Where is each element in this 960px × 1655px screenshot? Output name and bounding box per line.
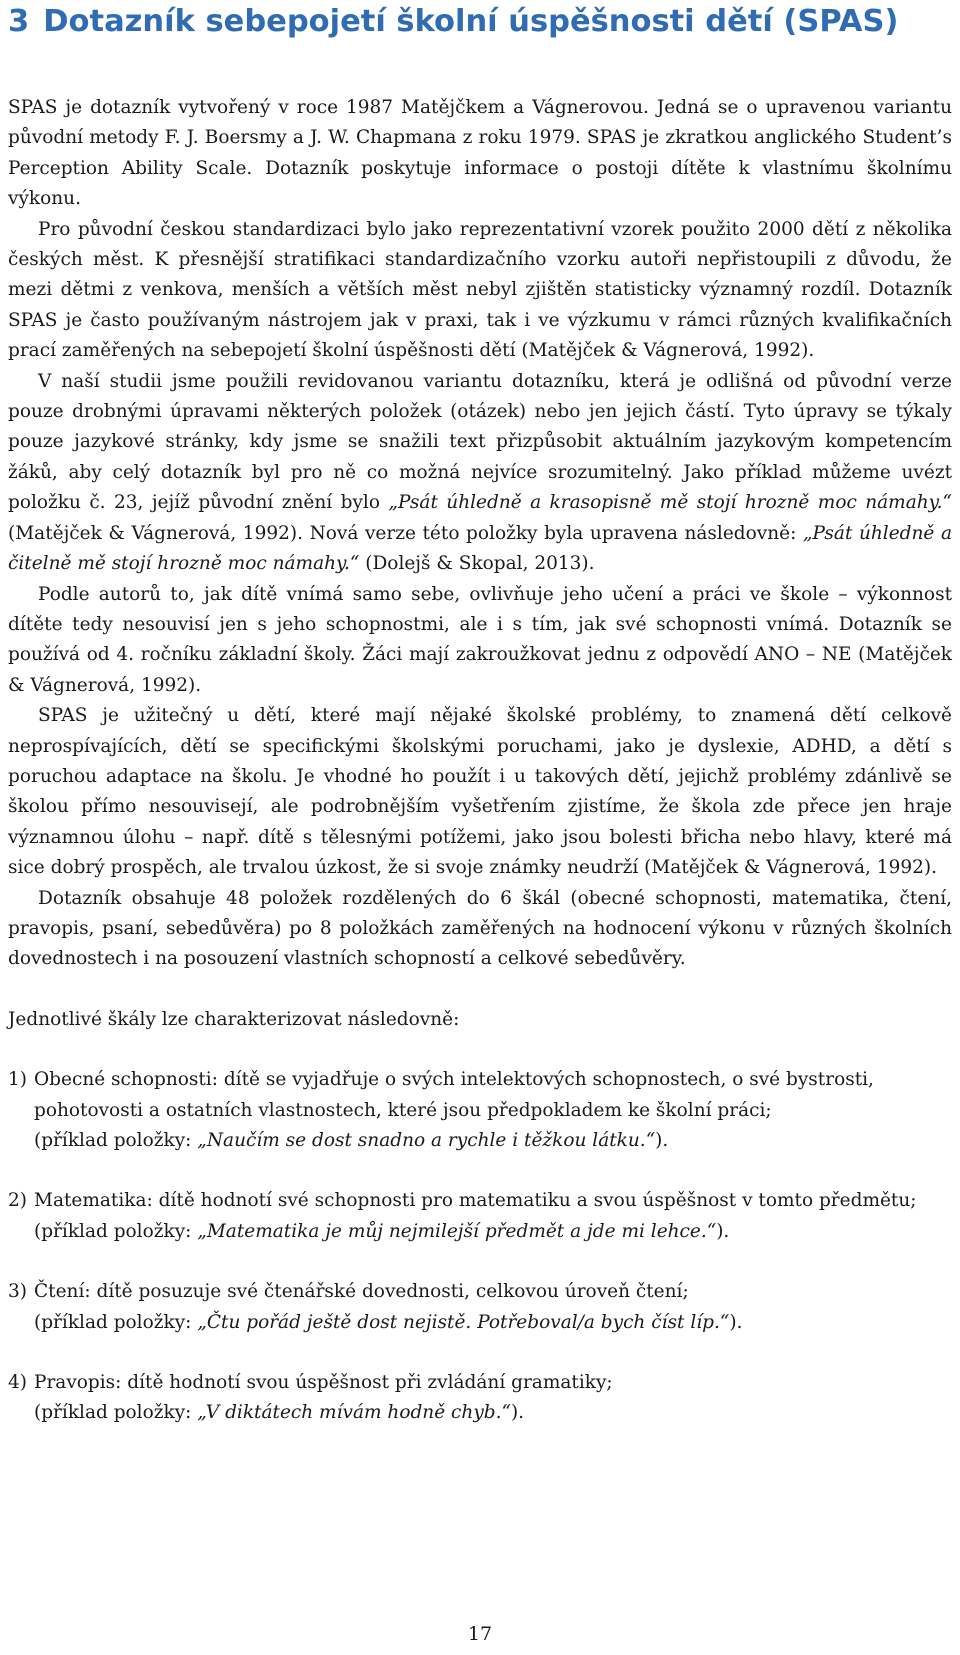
paragraph-text-segment: V naší studii jsme použili revidovanou variantu dotazníku, která je odlišná od původní verze pouze drobnými úpravami některých položek (otázek) nebo jen jejich částí. Tyto úpravy se týkaly pouze jazykové stránky, kdy jsme se snažili text přizpůsobit aktuálním jazykovým kompetencím žáků, aby celý dotazník byl pro ně co možná nejvíce srozumitelný. Jako příklad můžeme uvézt položku č. 23, jejíž původní znění bylo bbox=[8, 370, 952, 514]
section-number: 3 bbox=[8, 4, 30, 39]
example-suffix: ). bbox=[716, 1220, 730, 1242]
page-number: 17 bbox=[467, 1623, 493, 1645]
quoted-item-revised: „Psát úhledně a čitelně mě stojí hrozně moc námahy.“ bbox=[8, 522, 952, 575]
quoted-item-original: „Psát úhledně a krasopisně mě stojí hrozně moc námahy.“ bbox=[388, 492, 952, 514]
example-item: „V diktátech mívám hodně chyb.“ bbox=[197, 1402, 511, 1424]
paragraph-text-segment: (Matějček & Vágnerová, 1992). Nová verze této položky byla upravena následovně: bbox=[8, 522, 803, 544]
paragraph-standardization: Pro původní českou standardizaci bylo jako reprezentativní vzorek použito 2000 dětí z několika českých měst. K přesnější stratifikaci standardizačního vzorku autoři nepřistoupili z důvodu, že mezi dětmi z venkova, menších a větších měst nebyl zjištěn statisticky významný rozdíl. Dotazník SPAS je často používaným nástrojem jak v praxi, tak i ve výzkumu v rámci různých kvalifikačních prací zaměřených na sebepojetí školní úspěšnosti dětí (Matějček & Vágnerová, 1992). bbox=[8, 218, 952, 362]
scale-description: Čtení: dítě posuzuje své čtenářské dovednosti, celkovou úroveň čtení; bbox=[34, 1281, 689, 1303]
scale-description: Obecné schopnosti: dítě se vyjadřuje o svých intelektových schopnostech, o své bystrosti, pohotovosti a ostatních vlastnostech, které jsou předpokladem ke školní práci; bbox=[34, 1069, 874, 1121]
scales-lead-in: Jednotlivé škály lze charakterizovat následovně: bbox=[8, 1008, 460, 1030]
section-title: Dotazník sebepojetí školní úspěšnosti dětí (SPAS) bbox=[43, 4, 899, 39]
body-text bbox=[8, 93, 952, 1459]
example-item: „Naučím se dost snadno a rychle i těžkou látku.“ bbox=[197, 1130, 656, 1151]
scale-example bbox=[34, 1217, 952, 1247]
list-item bbox=[8, 1065, 952, 1156]
paragraph-usefulness: SPAS je užitečný u dětí, které mají nějaké školské problémy, to znamená dětí celkově neprospívajících, dětí se specifickými školskými poruchami, jako je dyslexie, ADHD, a dětí s poruchou adaptace na školu. Je vhodné ho použít i u takových dětí, jejichž problémy zdánlivě se školou přímo nesouvisejí, ale podrobnějším vyšetřením zjistíme, že škola zde přece jen hraje významnou úlohu – např. dítě s tělesnými potížemi, jako jsou bolesti břicha nebo hlavy, které má sice dobrý prospěch, ale trvalou úzkost, že si svoje známky neudrží (Matějček & Vágnerová, 1992). bbox=[8, 705, 952, 879]
list-marker: 1) bbox=[8, 1069, 27, 1091]
scale-example bbox=[34, 1398, 952, 1428]
paragraph-intro: SPAS je dotazník vytvořený v roce 1987 Matějčkem a Vágnerovou. Jedná se o upravenou variantu původní metody F. J. Boersmy a J. W. Chapmana z roku 1979. SPAS je zkratkou anglického Student’s Perception Ability Scale. Dotazník poskytuje informace o postoji dítěte k vlastnímu školnímu výkonu. bbox=[8, 97, 952, 210]
example-prefix: (příklad položky: bbox=[34, 1402, 198, 1424]
list-item bbox=[8, 1368, 952, 1429]
list-item bbox=[8, 1186, 952, 1247]
example-prefix: (příklad položky: bbox=[34, 1220, 198, 1242]
scale-description: Pravopis: dítě hodnotí svou úspěšnost při zvládání gramatiky; bbox=[34, 1372, 613, 1394]
example-item: „Matematika je můj nejmilejší předmět a jde mi lehce.“ bbox=[197, 1220, 717, 1242]
example-suffix: ). bbox=[729, 1311, 743, 1333]
list-marker: 2) bbox=[8, 1190, 27, 1212]
scales-list bbox=[8, 1065, 952, 1429]
paragraph-revision bbox=[8, 367, 952, 580]
paragraph-self-perception: Podle autorů to, jak dítě vnímá samo sebe, ovlivňuje jeho učení a práci ve škole – výkonnost dítěte tedy nesouvisí jen s jeho schopnostmi, ale i s tím, jak své schopnosti vnímá. Dotazník se používá od 4. ročníku základní školy. Žáci mají zakroužkovat jednu z odpovědí ANO – NE (Matějček & Vágnerová, 1992). bbox=[8, 583, 952, 696]
list-marker: 3) bbox=[8, 1281, 27, 1303]
scale-example bbox=[34, 1126, 952, 1156]
list-marker: 4) bbox=[8, 1372, 27, 1394]
example-item: „Čtu pořád ještě dost nejistě. Potřeboval/a bych číst líp.“ bbox=[197, 1311, 730, 1333]
section-heading bbox=[8, 2, 948, 42]
example-suffix: ). bbox=[510, 1402, 525, 1424]
scale-example bbox=[34, 1308, 952, 1338]
scale-description: Matematika: dítě hodnotí své schopnosti pro matematiku a svou úspěšnost v tomto předmětu; bbox=[34, 1190, 917, 1212]
list-item bbox=[8, 1277, 952, 1338]
example-prefix: (příklad položky: bbox=[34, 1311, 198, 1333]
example-suffix: ). bbox=[655, 1130, 669, 1151]
example-prefix: (příklad položky: bbox=[34, 1130, 198, 1151]
paragraph-text-segment: (Dolejš & Skopal, 2013). bbox=[359, 553, 595, 575]
paragraph-structure: Dotazník obsahuje 48 položek rozdělených do 6 škál (obecné schopnosti, matematika, čtení, pravopis, psaní, sebedůvěra) po 8 položkách zaměřených na hodnocení výkonu v různých školních dovednostech i na posouzení vlastních schopností a celkové sebedůvěry. bbox=[8, 887, 952, 970]
